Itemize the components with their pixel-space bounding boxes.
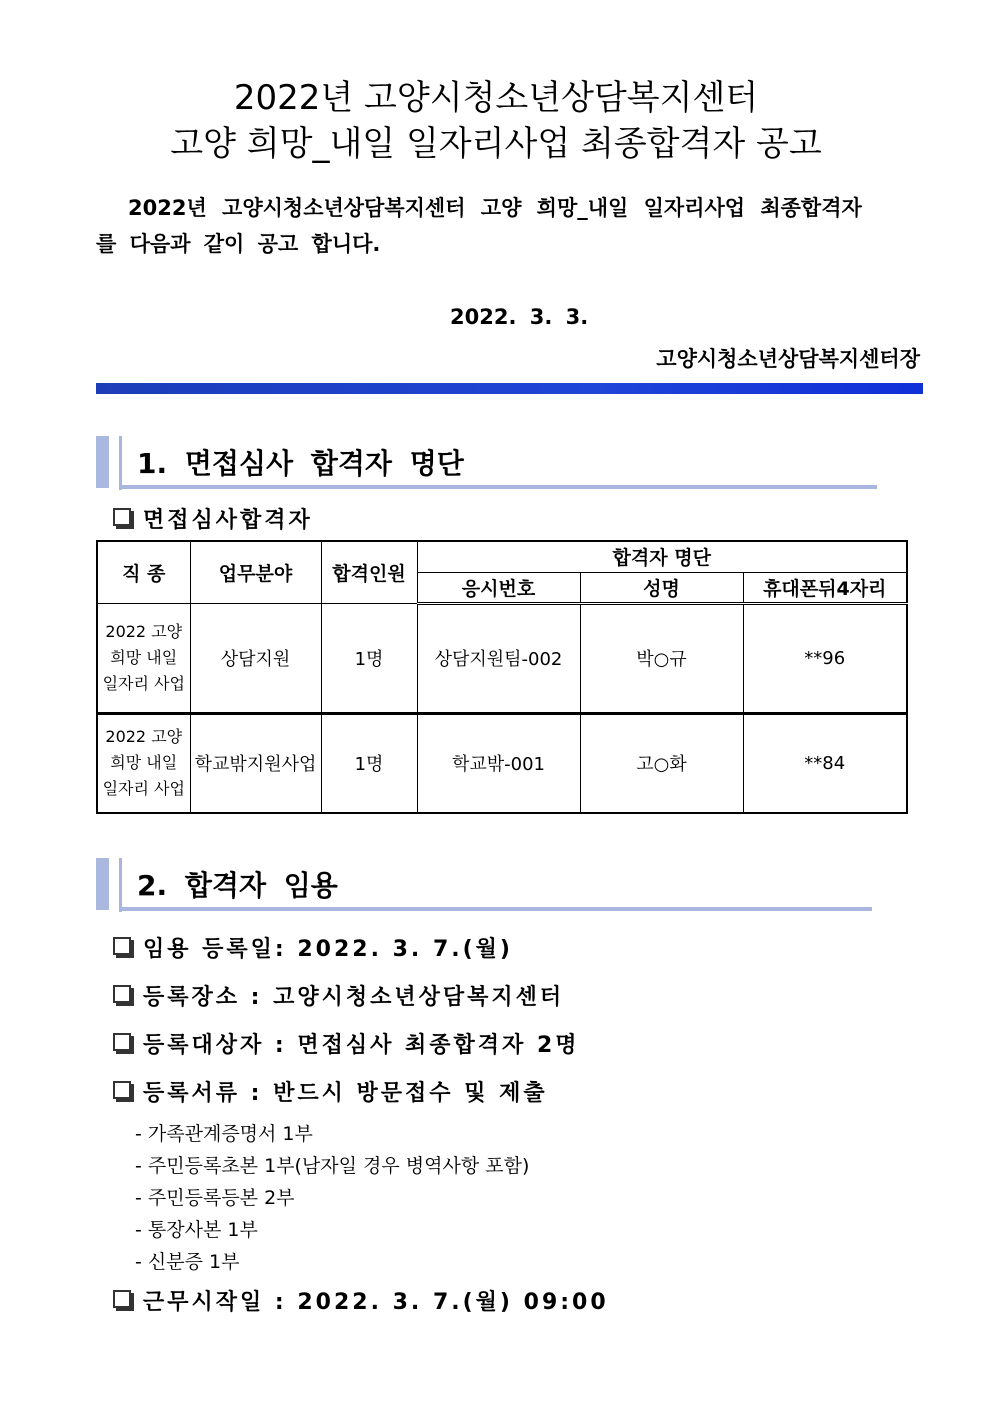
header-job: 직 종 bbox=[97, 541, 190, 603]
list-item: - 주민등록초본 1부(남자일 경우 병역사항 포함) bbox=[135, 1150, 529, 1182]
checkbox-icon bbox=[113, 1290, 131, 1308]
cell-field: 학교밖지원사업 bbox=[190, 713, 321, 813]
list-item: - 가족관계증명서 1부 bbox=[135, 1118, 529, 1150]
intro-line-1: 2022년 고양시청소년상담복지센터 고양 희망_내일 일자리사업 최종합격자 bbox=[128, 196, 862, 220]
cell-number: 학교밖-001 bbox=[417, 713, 580, 813]
title-line-1: 2022년 고양시청소년상담복지센터 bbox=[233, 78, 759, 118]
cell-number: 상담지원팀-002 bbox=[417, 603, 580, 713]
header-name: 성명 bbox=[580, 572, 743, 603]
section-2-underline bbox=[119, 907, 872, 911]
checkbox-icon bbox=[113, 508, 131, 526]
item-appointment-date: 임용 등록일: 2022. 3. 7.(월) bbox=[113, 932, 513, 963]
section-2-title: 2. 합격자 임용 bbox=[137, 869, 338, 902]
cell-name: 고○화 bbox=[580, 713, 743, 813]
header-number: 응시번호 bbox=[417, 572, 580, 603]
table-row bbox=[97, 603, 907, 713]
header-phone: 휴대폰뒤4자리 bbox=[743, 572, 907, 603]
cell-job: 2022 고양 희망 내일 일자리 사업 bbox=[97, 603, 190, 713]
document-list bbox=[135, 1118, 529, 1278]
cell-count: 1명 bbox=[321, 713, 417, 813]
cell-phone: **96 bbox=[743, 603, 907, 713]
section-1-underline bbox=[119, 485, 877, 489]
intro-line-2: 를 다음과 같이 공고 합니다. bbox=[96, 232, 381, 256]
checkbox-icon bbox=[113, 937, 131, 955]
section-1-marker bbox=[96, 436, 109, 488]
header-field: 업무분야 bbox=[190, 541, 321, 603]
title-line-2: 고양 희망_내일 일자리사업 최종합격자 공고 bbox=[170, 124, 822, 164]
section-2-marker bbox=[96, 858, 109, 910]
table-row bbox=[97, 713, 907, 813]
header-count: 합격인원 bbox=[321, 541, 417, 603]
list-item: - 주민등록등본 2부 bbox=[135, 1182, 529, 1214]
cell-name: 박○규 bbox=[580, 603, 743, 713]
checkbox-icon bbox=[113, 985, 131, 1003]
cell-phone: **84 bbox=[743, 713, 907, 813]
item-registration-place: 등록장소 : 고양시청소년상담복지센터 bbox=[113, 980, 564, 1011]
item-registration-docs: 등록서류 : 반드시 방문접수 및 제출 bbox=[113, 1076, 548, 1107]
divider-bar bbox=[96, 383, 923, 394]
section-2-frame-left bbox=[119, 858, 122, 912]
item-start-date: 근무시작일 : 2022. 3. 7.(월) 09:00 bbox=[113, 1285, 609, 1316]
checkbox-icon bbox=[113, 1081, 131, 1099]
header-group: 합격자 명단 bbox=[417, 541, 907, 572]
item-registration-target: 등록대상자 : 면접심사 최종합격자 2명 bbox=[113, 1028, 580, 1059]
issuer-name: 고양시청소년상담복지센터장 bbox=[656, 347, 920, 371]
section-1-subtitle: 면접심사합격자 bbox=[113, 503, 313, 534]
list-item: - 통장사본 1부 bbox=[135, 1214, 529, 1246]
results-table bbox=[96, 540, 908, 814]
checkbox-icon bbox=[113, 1033, 131, 1051]
section-1-title: 1. 면접심사 합격자 명단 bbox=[137, 447, 464, 480]
announcement-date: 2022. 3. 3. bbox=[450, 305, 589, 329]
cell-job: 2022 고양 희망 내일 일자리 사업 bbox=[97, 713, 190, 813]
section-1-frame-left bbox=[119, 436, 122, 490]
cell-count: 1명 bbox=[321, 603, 417, 713]
cell-field: 상담지원 bbox=[190, 603, 321, 713]
list-item: - 신분증 1부 bbox=[135, 1246, 529, 1278]
